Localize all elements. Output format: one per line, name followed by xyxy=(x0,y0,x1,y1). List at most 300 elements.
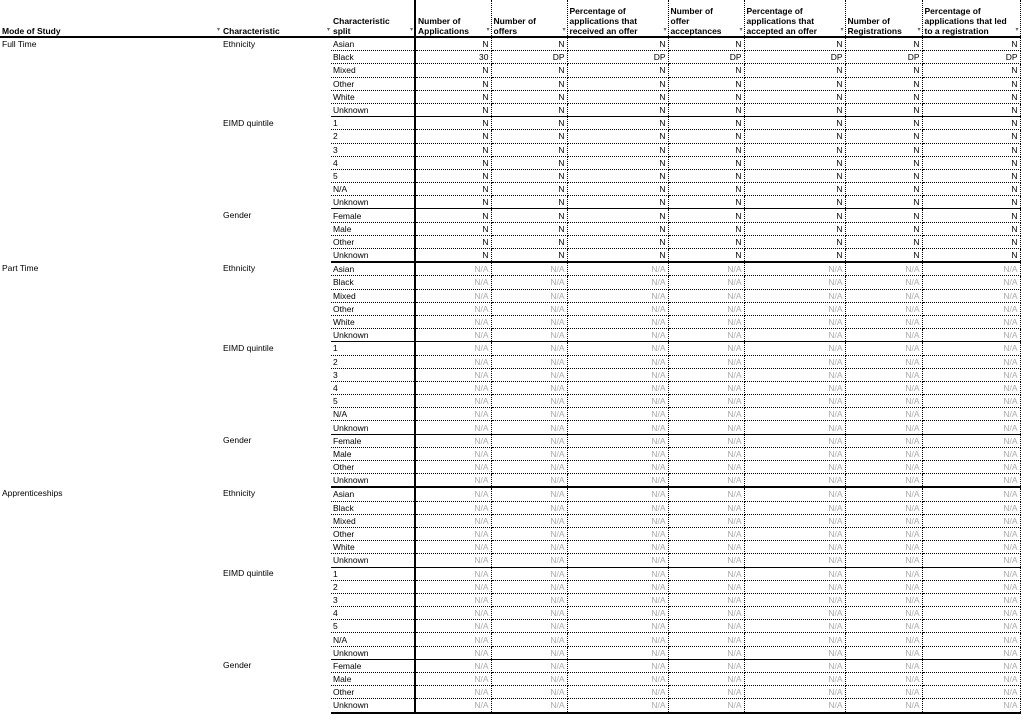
value-cell[interactable]: N/A xyxy=(922,329,1020,342)
value-cell[interactable]: N/A xyxy=(845,289,922,302)
value-cell[interactable]: N/A xyxy=(922,659,1020,672)
value-cell[interactable]: N xyxy=(567,130,668,143)
value-cell[interactable]: N/A xyxy=(415,541,491,554)
value-cell[interactable]: N/A xyxy=(744,447,845,460)
value-cell[interactable]: N/A xyxy=(415,554,491,567)
value-cell[interactable]: N/A xyxy=(744,501,845,514)
value-cell[interactable]: N/A xyxy=(922,527,1020,540)
value-cell[interactable]: N/A xyxy=(845,633,922,646)
characteristic-split-cell[interactable]: Female xyxy=(331,659,415,672)
value-cell[interactable]: N/A xyxy=(922,580,1020,593)
value-cell[interactable]: N/A xyxy=(415,408,491,421)
value-cell[interactable]: N xyxy=(668,169,744,182)
value-cell[interactable]: N/A xyxy=(491,434,567,447)
value-cell[interactable]: N/A xyxy=(845,699,922,713)
value-cell[interactable]: N/A xyxy=(744,461,845,474)
characteristic-split-cell[interactable]: 5 xyxy=(331,169,415,182)
value-cell[interactable]: N xyxy=(567,209,668,222)
value-cell[interactable]: N/A xyxy=(491,620,567,633)
value-cell[interactable]: N xyxy=(415,156,491,169)
value-cell[interactable]: N/A xyxy=(922,381,1020,394)
characteristic-split-cell[interactable]: Other xyxy=(331,461,415,474)
value-cell[interactable]: N xyxy=(415,103,491,116)
value-cell[interactable]: N xyxy=(415,143,491,156)
value-cell[interactable]: N/A xyxy=(668,381,744,394)
value-cell[interactable]: N/A xyxy=(744,395,845,408)
value-cell[interactable]: N/A xyxy=(845,381,922,394)
value-cell[interactable]: N/A xyxy=(567,686,668,699)
value-cell[interactable]: N/A xyxy=(567,554,668,567)
value-cell[interactable]: N/A xyxy=(845,514,922,527)
value-cell[interactable]: N xyxy=(567,249,668,263)
characteristic-split-cell[interactable]: White xyxy=(331,541,415,554)
value-cell[interactable]: N xyxy=(668,235,744,248)
mode-of-study-cell[interactable]: Part Time xyxy=(2,263,39,274)
value-cell[interactable]: N xyxy=(922,90,1020,103)
characteristic-cell[interactable]: Ethnicity xyxy=(223,263,256,274)
value-cell[interactable]: N xyxy=(922,103,1020,116)
value-cell[interactable]: N/A xyxy=(845,342,922,355)
value-cell[interactable]: N/A xyxy=(668,659,744,672)
value-cell[interactable]: N/A xyxy=(922,276,1020,289)
characteristic-split-cell[interactable]: White xyxy=(331,315,415,328)
value-cell[interactable]: N xyxy=(744,37,845,51)
characteristic-split-cell[interactable]: Mixed xyxy=(331,514,415,527)
value-cell[interactable]: N/A xyxy=(744,633,845,646)
value-cell[interactable]: N xyxy=(668,90,744,103)
dropdown-arrow-icon[interactable]: ▾ xyxy=(917,27,921,33)
value-cell[interactable]: N xyxy=(744,183,845,196)
value-cell[interactable]: N xyxy=(922,64,1020,77)
characteristic-split-cell[interactable]: 1 xyxy=(331,117,415,130)
value-cell[interactable]: DP xyxy=(922,51,1020,64)
col-header-pct-offer[interactable] xyxy=(567,0,668,37)
value-cell[interactable]: N/A xyxy=(845,315,922,328)
characteristic-split-cell[interactable]: N/A xyxy=(331,408,415,421)
value-cell[interactable]: N/A xyxy=(491,342,567,355)
value-cell[interactable]: N xyxy=(567,169,668,182)
value-cell[interactable]: N xyxy=(845,143,922,156)
value-cell[interactable]: N xyxy=(567,64,668,77)
value-cell[interactable]: N/A xyxy=(567,699,668,713)
characteristic-split-cell[interactable]: Unknown xyxy=(331,103,415,116)
value-cell[interactable]: N/A xyxy=(744,408,845,421)
value-cell[interactable]: N/A xyxy=(845,355,922,368)
characteristic-cell[interactable]: Ethnicity xyxy=(223,488,256,499)
value-cell[interactable]: N xyxy=(845,196,922,209)
value-cell[interactable]: N xyxy=(744,156,845,169)
value-cell[interactable]: N/A xyxy=(491,567,567,580)
value-cell[interactable]: N/A xyxy=(567,342,668,355)
characteristic-split-cell[interactable]: 3 xyxy=(331,143,415,156)
value-cell[interactable]: N xyxy=(668,249,744,263)
value-cell[interactable]: N xyxy=(491,77,567,90)
characteristic-cell[interactable]: EIMD quintile xyxy=(223,117,274,128)
value-cell[interactable]: N/A xyxy=(567,633,668,646)
value-cell[interactable]: N/A xyxy=(845,673,922,686)
value-cell[interactable]: N/A xyxy=(845,567,922,580)
value-cell[interactable]: N/A xyxy=(668,342,744,355)
value-cell[interactable]: N/A xyxy=(491,315,567,328)
dropdown-arrow-icon[interactable]: ▾ xyxy=(326,27,330,33)
value-cell[interactable]: N xyxy=(491,90,567,103)
characteristic-split-cell[interactable]: Unknown xyxy=(331,646,415,659)
value-cell[interactable]: N/A xyxy=(744,276,845,289)
value-cell[interactable]: N/A xyxy=(415,567,491,580)
value-cell[interactable]: N xyxy=(922,37,1020,51)
value-cell[interactable]: N/A xyxy=(922,262,1020,276)
value-cell[interactable]: N xyxy=(922,156,1020,169)
characteristic-split-cell[interactable]: Mixed xyxy=(331,64,415,77)
value-cell[interactable]: N/A xyxy=(845,395,922,408)
characteristic-split-cell[interactable]: 1 xyxy=(331,567,415,580)
value-cell[interactable]: N/A xyxy=(415,487,491,501)
value-cell[interactable]: N xyxy=(922,249,1020,263)
characteristic-split-cell[interactable]: Unknown xyxy=(331,421,415,434)
mode-of-study-cell[interactable]: Full Time xyxy=(2,39,37,49)
characteristic-split-cell[interactable]: Unknown xyxy=(331,474,415,488)
value-cell[interactable]: N/A xyxy=(567,276,668,289)
value-cell[interactable]: N xyxy=(744,64,845,77)
value-cell[interactable]: N/A xyxy=(415,593,491,606)
value-cell[interactable]: N/A xyxy=(567,461,668,474)
value-cell[interactable]: N/A xyxy=(845,554,922,567)
characteristic-split-cell[interactable]: Unknown xyxy=(331,554,415,567)
value-cell[interactable]: N/A xyxy=(845,276,922,289)
value-cell[interactable]: N/A xyxy=(922,474,1020,488)
value-cell[interactable]: N/A xyxy=(744,554,845,567)
col-header-acceptances[interactable] xyxy=(668,0,744,37)
value-cell[interactable]: N xyxy=(567,117,668,130)
value-cell[interactable]: N xyxy=(922,77,1020,90)
value-cell[interactable]: N xyxy=(668,64,744,77)
value-cell[interactable]: N/A xyxy=(668,567,744,580)
value-cell[interactable]: N xyxy=(491,249,567,263)
value-cell[interactable]: N/A xyxy=(491,541,567,554)
value-cell[interactable]: N xyxy=(491,196,567,209)
value-cell[interactable]: N/A xyxy=(922,487,1020,501)
value-cell[interactable]: N/A xyxy=(744,646,845,659)
value-cell[interactable]: N/A xyxy=(922,646,1020,659)
col-header-registrations[interactable] xyxy=(845,0,922,37)
value-cell[interactable]: N/A xyxy=(845,447,922,460)
value-cell[interactable]: N/A xyxy=(567,355,668,368)
value-cell[interactable]: N/A xyxy=(415,342,491,355)
value-cell[interactable]: N/A xyxy=(922,434,1020,447)
value-cell[interactable]: N/A xyxy=(922,368,1020,381)
value-cell[interactable]: N/A xyxy=(845,659,922,672)
characteristic-split-cell[interactable]: Male xyxy=(331,673,415,686)
value-cell[interactable]: N/A xyxy=(668,368,744,381)
value-cell[interactable]: N xyxy=(845,209,922,222)
value-cell[interactable]: N/A xyxy=(668,527,744,540)
value-cell[interactable]: N/A xyxy=(491,368,567,381)
characteristic-split-cell[interactable]: Black xyxy=(331,51,415,64)
value-cell[interactable]: N/A xyxy=(415,501,491,514)
value-cell[interactable]: N/A xyxy=(845,646,922,659)
value-cell[interactable]: N/A xyxy=(415,673,491,686)
value-cell[interactable]: N xyxy=(415,90,491,103)
characteristic-split-cell[interactable]: 1 xyxy=(331,342,415,355)
value-cell[interactable]: N/A xyxy=(491,421,567,434)
value-cell[interactable]: N xyxy=(491,37,567,51)
value-cell[interactable]: N/A xyxy=(567,395,668,408)
value-cell[interactable]: N/A xyxy=(744,607,845,620)
value-cell[interactable]: N xyxy=(491,169,567,182)
characteristic-split-cell[interactable]: Asian xyxy=(331,37,415,51)
characteristic-split-cell[interactable]: Other xyxy=(331,302,415,315)
value-cell[interactable]: N/A xyxy=(415,434,491,447)
characteristic-split-cell[interactable]: 3 xyxy=(331,368,415,381)
value-cell[interactable]: N/A xyxy=(845,527,922,540)
value-cell[interactable]: N/A xyxy=(415,262,491,276)
value-cell[interactable]: N/A xyxy=(744,329,845,342)
value-cell[interactable]: N/A xyxy=(845,501,922,514)
value-cell[interactable]: N/A xyxy=(567,541,668,554)
value-cell[interactable]: N xyxy=(668,196,744,209)
value-cell[interactable]: N/A xyxy=(922,541,1020,554)
value-cell[interactable]: N/A xyxy=(744,355,845,368)
value-cell[interactable]: N/A xyxy=(668,593,744,606)
value-cell[interactable]: N/A xyxy=(668,501,744,514)
value-cell[interactable]: N/A xyxy=(922,633,1020,646)
value-cell[interactable]: N/A xyxy=(567,580,668,593)
value-cell[interactable]: N/A xyxy=(415,355,491,368)
value-cell[interactable]: N xyxy=(845,249,922,263)
value-cell[interactable]: N/A xyxy=(668,541,744,554)
value-cell[interactable]: N/A xyxy=(744,527,845,540)
value-cell[interactable]: N/A xyxy=(922,554,1020,567)
value-cell[interactable]: N/A xyxy=(415,686,491,699)
value-cell[interactable]: N/A xyxy=(744,342,845,355)
value-cell[interactable]: N xyxy=(491,103,567,116)
value-cell[interactable]: N/A xyxy=(845,408,922,421)
value-cell[interactable]: N/A xyxy=(668,276,744,289)
value-cell[interactable]: N/A xyxy=(922,289,1020,302)
col-header-characteristic-split[interactable] xyxy=(331,0,415,37)
characteristic-split-cell[interactable]: Female xyxy=(331,209,415,222)
value-cell[interactable]: N/A xyxy=(845,607,922,620)
value-cell[interactable]: N xyxy=(491,222,567,235)
value-cell[interactable]: N/A xyxy=(491,381,567,394)
value-cell[interactable]: N/A xyxy=(744,514,845,527)
value-cell[interactable]: N/A xyxy=(491,461,567,474)
value-cell[interactable]: N xyxy=(567,222,668,235)
value-cell[interactable]: DP xyxy=(668,51,744,64)
value-cell[interactable]: N/A xyxy=(845,434,922,447)
value-cell[interactable]: N/A xyxy=(668,633,744,646)
value-cell[interactable]: N/A xyxy=(491,686,567,699)
value-cell[interactable]: N/A xyxy=(744,659,845,672)
col-header-characteristic[interactable] xyxy=(221,0,331,37)
characteristic-split-cell[interactable]: Male xyxy=(331,447,415,460)
value-cell[interactable]: N xyxy=(415,37,491,51)
value-cell[interactable]: N/A xyxy=(491,395,567,408)
value-cell[interactable]: N xyxy=(567,235,668,248)
characteristic-cell[interactable]: Gender xyxy=(223,660,252,671)
value-cell[interactable]: N/A xyxy=(668,487,744,501)
value-cell[interactable]: N/A xyxy=(668,686,744,699)
value-cell[interactable]: N/A xyxy=(415,474,491,488)
value-cell[interactable]: N xyxy=(668,209,744,222)
value-cell[interactable]: N/A xyxy=(744,487,845,501)
value-cell[interactable]: N/A xyxy=(415,461,491,474)
value-cell[interactable]: N xyxy=(845,222,922,235)
value-cell[interactable]: N xyxy=(415,130,491,143)
value-cell[interactable]: N xyxy=(845,130,922,143)
value-cell[interactable]: N/A xyxy=(922,447,1020,460)
value-cell[interactable]: N/A xyxy=(567,447,668,460)
value-cell[interactable]: N/A xyxy=(668,554,744,567)
col-header-applications[interactable] xyxy=(415,0,491,37)
value-cell[interactable]: DP xyxy=(845,51,922,64)
value-cell[interactable]: N/A xyxy=(922,699,1020,713)
value-cell[interactable]: N xyxy=(845,64,922,77)
value-cell[interactable]: N/A xyxy=(744,434,845,447)
value-cell[interactable]: N/A xyxy=(491,554,567,567)
value-cell[interactable]: N xyxy=(845,37,922,51)
value-cell[interactable]: N/A xyxy=(744,699,845,713)
value-cell[interactable]: N/A xyxy=(922,501,1020,514)
characteristic-split-cell[interactable]: Asian xyxy=(331,262,415,276)
characteristic-cell[interactable]: EIMD quintile xyxy=(223,568,274,578)
value-cell[interactable]: 30 xyxy=(415,51,491,64)
value-cell[interactable]: DP xyxy=(744,51,845,64)
value-cell[interactable]: N xyxy=(668,183,744,196)
value-cell[interactable]: N/A xyxy=(491,673,567,686)
value-cell[interactable]: N xyxy=(744,90,845,103)
dropdown-arrow-icon[interactable]: ▾ xyxy=(739,27,743,33)
characteristic-split-cell[interactable]: Other xyxy=(331,235,415,248)
value-cell[interactable]: N xyxy=(845,103,922,116)
value-cell[interactable]: N xyxy=(845,235,922,248)
value-cell[interactable]: N xyxy=(922,130,1020,143)
characteristic-split-cell[interactable]: Unknown xyxy=(331,249,415,263)
value-cell[interactable]: N/A xyxy=(922,461,1020,474)
value-cell[interactable]: N xyxy=(922,117,1020,130)
value-cell[interactable]: N xyxy=(567,77,668,90)
value-cell[interactable]: N/A xyxy=(668,434,744,447)
value-cell[interactable]: N/A xyxy=(415,514,491,527)
value-cell[interactable]: N xyxy=(415,249,491,263)
value-cell[interactable]: N/A xyxy=(668,315,744,328)
characteristic-split-cell[interactable]: N/A xyxy=(331,183,415,196)
value-cell[interactable]: N/A xyxy=(668,329,744,342)
value-cell[interactable]: N xyxy=(415,64,491,77)
value-cell[interactable]: N/A xyxy=(845,329,922,342)
characteristic-split-cell[interactable]: Asian xyxy=(331,487,415,501)
value-cell[interactable]: N xyxy=(922,222,1020,235)
dropdown-arrow-icon[interactable]: ▾ xyxy=(486,27,490,33)
value-cell[interactable]: N/A xyxy=(567,381,668,394)
characteristic-split-cell[interactable]: Female xyxy=(331,434,415,447)
value-cell[interactable]: N xyxy=(491,130,567,143)
value-cell[interactable]: N/A xyxy=(922,673,1020,686)
value-cell[interactable]: N xyxy=(744,196,845,209)
characteristic-split-cell[interactable]: 4 xyxy=(331,607,415,620)
value-cell[interactable]: N/A xyxy=(415,659,491,672)
value-cell[interactable]: N/A xyxy=(491,329,567,342)
value-cell[interactable]: N/A xyxy=(415,699,491,713)
value-cell[interactable]: N/A xyxy=(845,262,922,276)
value-cell[interactable]: N xyxy=(668,117,744,130)
value-cell[interactable]: N/A xyxy=(567,262,668,276)
value-cell[interactable]: N xyxy=(415,77,491,90)
value-cell[interactable]: N/A xyxy=(567,646,668,659)
value-cell[interactable]: N/A xyxy=(668,514,744,527)
characteristic-split-cell[interactable]: 5 xyxy=(331,395,415,408)
value-cell[interactable]: N/A xyxy=(415,395,491,408)
dropdown-arrow-icon[interactable]: ▾ xyxy=(409,27,413,33)
value-cell[interactable]: N xyxy=(845,117,922,130)
value-cell[interactable]: N xyxy=(744,249,845,263)
value-cell[interactable]: N xyxy=(415,196,491,209)
mode-of-study-cell[interactable]: Apprenticeships xyxy=(2,488,63,499)
characteristic-split-cell[interactable]: N/A xyxy=(331,633,415,646)
dropdown-arrow-icon[interactable]: ▾ xyxy=(562,27,566,33)
value-cell[interactable]: N/A xyxy=(845,620,922,633)
value-cell[interactable]: N xyxy=(491,156,567,169)
value-cell[interactable]: N xyxy=(415,183,491,196)
value-cell[interactable]: N/A xyxy=(415,607,491,620)
value-cell[interactable]: N xyxy=(744,169,845,182)
value-cell[interactable]: N/A xyxy=(567,514,668,527)
value-cell[interactable]: N/A xyxy=(668,302,744,315)
characteristic-split-cell[interactable]: 5 xyxy=(331,620,415,633)
value-cell[interactable]: N/A xyxy=(415,315,491,328)
col-header-mode-of-study[interactable] xyxy=(0,0,221,37)
value-cell[interactable]: N/A xyxy=(922,315,1020,328)
characteristic-split-cell[interactable]: Black xyxy=(331,276,415,289)
value-cell[interactable]: N/A xyxy=(491,646,567,659)
value-cell[interactable]: N/A xyxy=(744,421,845,434)
value-cell[interactable]: N xyxy=(922,183,1020,196)
value-cell[interactable]: N/A xyxy=(668,607,744,620)
value-cell[interactable]: N/A xyxy=(922,593,1020,606)
characteristic-split-cell[interactable]: White xyxy=(331,90,415,103)
value-cell[interactable]: N/A xyxy=(845,302,922,315)
value-cell[interactable]: N/A xyxy=(922,395,1020,408)
value-cell[interactable]: N xyxy=(922,235,1020,248)
value-cell[interactable]: N/A xyxy=(567,527,668,540)
value-cell[interactable]: N/A xyxy=(922,421,1020,434)
value-cell[interactable]: N/A xyxy=(491,408,567,421)
characteristic-split-cell[interactable]: Unknown xyxy=(331,196,415,209)
value-cell[interactable]: N/A xyxy=(567,368,668,381)
value-cell[interactable]: N/A xyxy=(744,567,845,580)
value-cell[interactable]: N/A xyxy=(668,355,744,368)
value-cell[interactable]: N/A xyxy=(922,302,1020,315)
value-cell[interactable]: N xyxy=(744,222,845,235)
value-cell[interactable]: N/A xyxy=(415,302,491,315)
value-cell[interactable]: N/A xyxy=(491,527,567,540)
characteristic-split-cell[interactable]: 2 xyxy=(331,355,415,368)
characteristic-split-cell[interactable]: Unknown xyxy=(331,699,415,713)
value-cell[interactable]: N/A xyxy=(567,302,668,315)
value-cell[interactable]: N xyxy=(744,209,845,222)
value-cell[interactable]: N/A xyxy=(415,368,491,381)
value-cell[interactable]: N/A xyxy=(845,580,922,593)
value-cell[interactable]: N/A xyxy=(922,408,1020,421)
value-cell[interactable]: N/A xyxy=(491,474,567,488)
characteristic-split-cell[interactable]: Mixed xyxy=(331,289,415,302)
value-cell[interactable]: N/A xyxy=(668,699,744,713)
characteristic-split-cell[interactable]: Black xyxy=(331,501,415,514)
value-cell[interactable]: N xyxy=(744,117,845,130)
value-cell[interactable]: N xyxy=(845,90,922,103)
value-cell[interactable]: N/A xyxy=(668,673,744,686)
value-cell[interactable]: N xyxy=(415,169,491,182)
